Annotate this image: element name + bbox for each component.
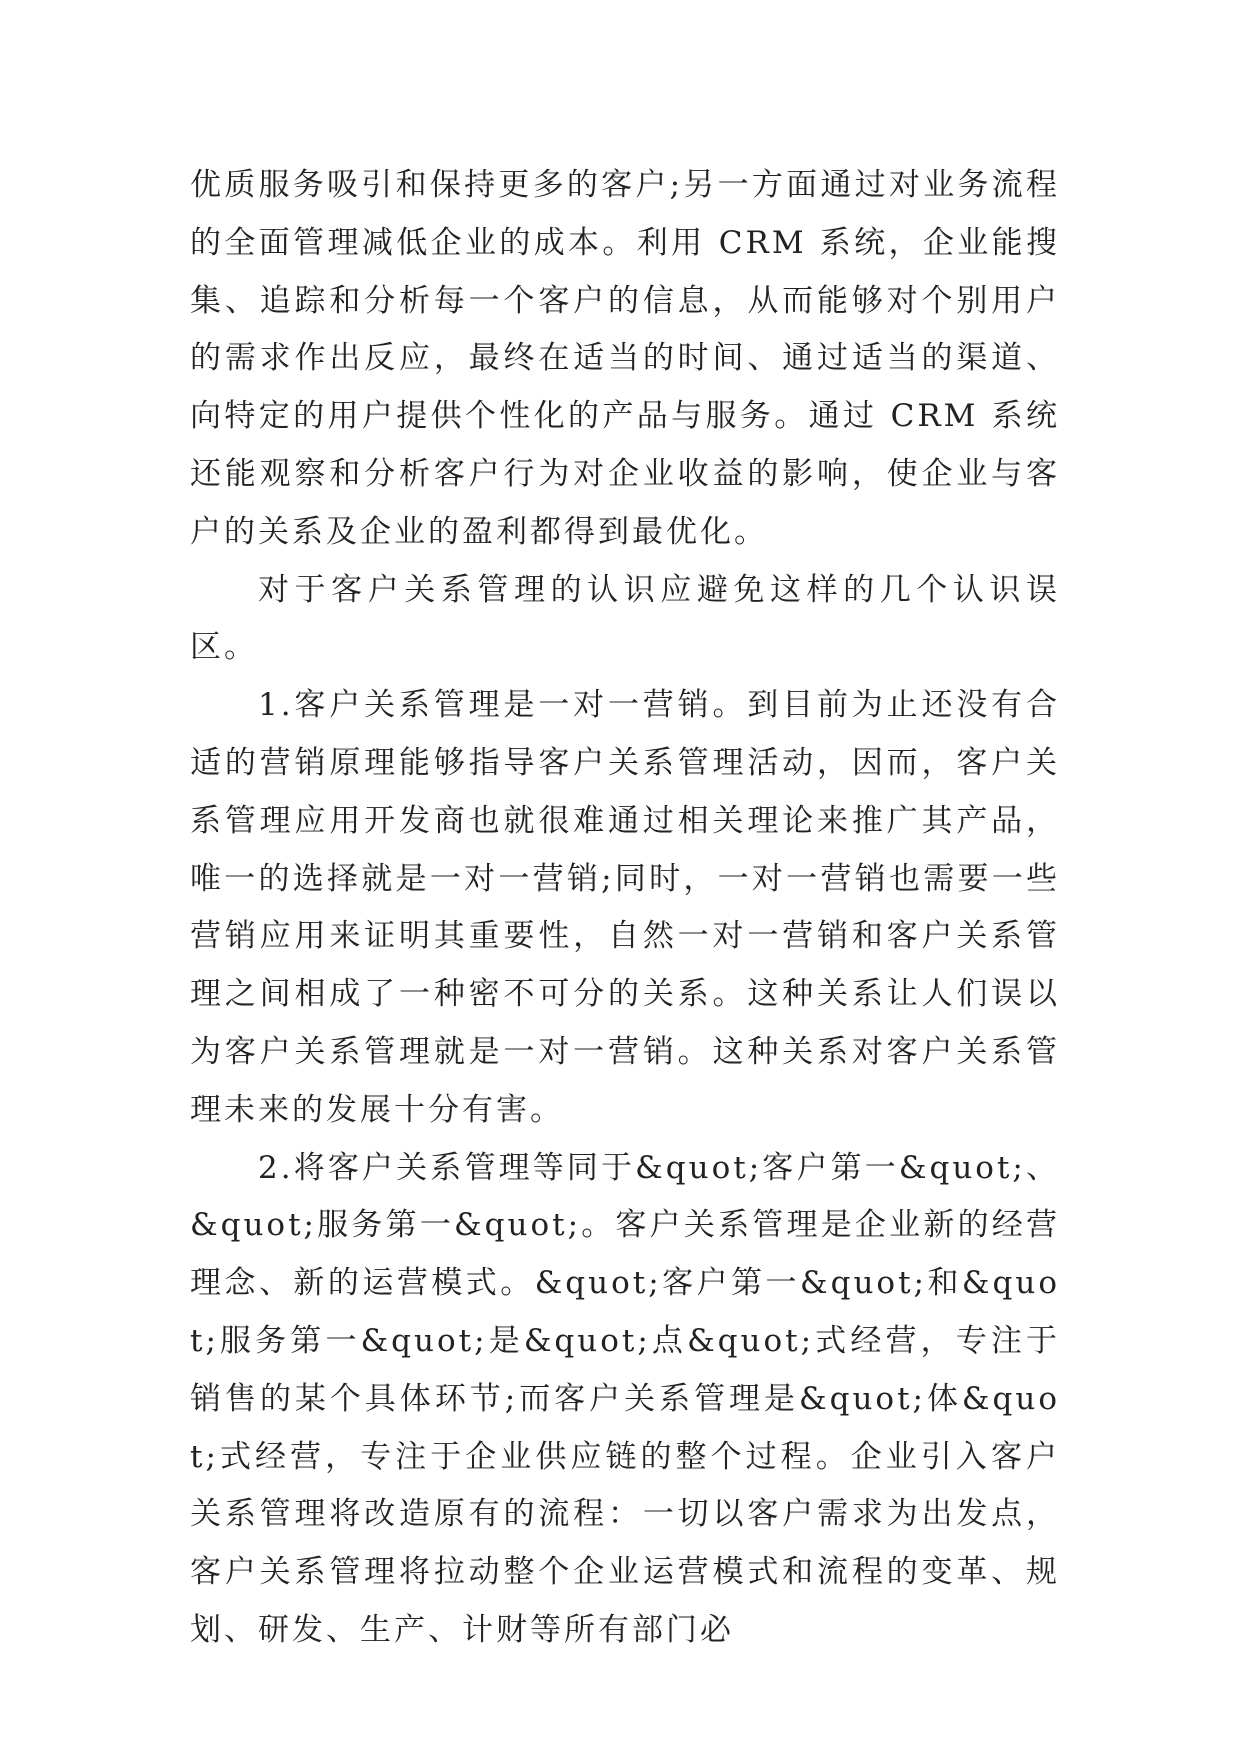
paragraph-continuation: 优质服务吸引和保持更多的客户;另一方面通过对业务流程的全面管理减低企业的成本。利用 CRM 系统，企业能搜集、追踪和分析每一个客户的信息，从而能够对个别用户的需求作出反应，最终在适当的时间、通过适当的渠道、向特定的用户提供个性化的产品与服务。通过 CRM 系统还能观察和分析客户行为对企业收益的影响，使企业与客户的关系及企业的盈利都得到最优化。 [190, 167, 1060, 550]
paragraph-point-2: 2.将客户关系管理等同于&quot;客户第一&quot;、&quot;服务第一&quot;。客户关系管理是企业新的经营理念、新的运营模式。&quot;客户第一&quot;和&quot;服务第一&quot;是&quot;点&quot;式经营，专注于销售的某个具体环节;而客户关系管理是&quot;体&quot;式经营，专注于企业供应链的整个过程。企业引入客户关系管理将改造原有的流程：一切以客户需求为出发点，客户关系管理将拉动整个企业运营模式和流程的变革、规划、研发、生产、计财等所有部门必 [190, 1149, 1060, 1648]
paragraph-intro: 对于客户关系管理的认识应避免这样的几个认识误区。 [190, 571, 1060, 666]
paragraph-point-1: 1.客户关系管理是一对一营销。到目前为止还没有合适的营销原理能够指导客户关系管理活动，因而，客户关系管理应用开发商也就很难通过相关理论来推广其产品，唯一的选择就是一对一营销;同时，一对一营销也需要一些营销应用来证明其重要性，自然一对一营销和客户关系管理之间相成了一种密不可分的关系。这种关系让人们误以为客户关系管理就是一对一营销。这种关系对客户关系管理未来的发展十分有害。 [190, 687, 1060, 1128]
document-body [190, 157, 1060, 1660]
